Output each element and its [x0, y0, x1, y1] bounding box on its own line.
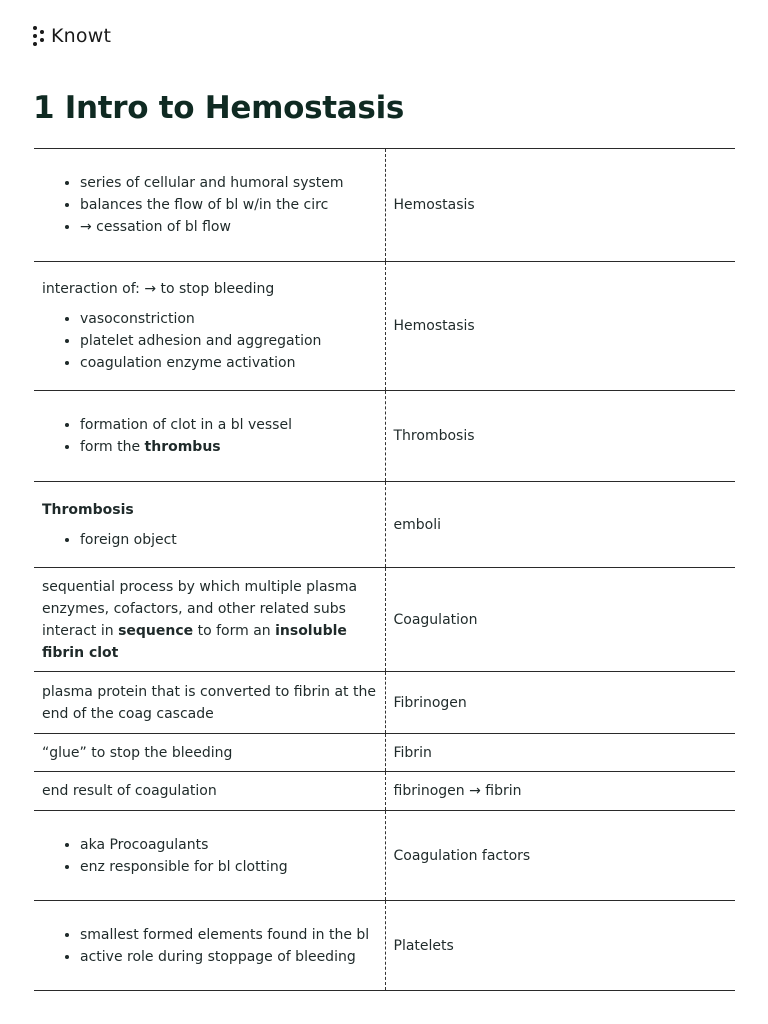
term-list [42, 924, 377, 968]
flashcard-row [34, 672, 735, 734]
term-text: to form an [193, 622, 276, 639]
bold-term: sequence [118, 622, 194, 639]
bold-term: thrombus [144, 439, 221, 455]
flashcard-row [34, 391, 735, 482]
definition-cell: Platelets [393, 937, 454, 954]
list-item: • series of cellular and humoral system [80, 172, 377, 194]
flashcard-row [34, 772, 735, 811]
definition-cell: Thrombosis [393, 428, 475, 444]
list-item: • smallest formed elements found in the bl [80, 924, 377, 946]
bold-term: insoluble fibrin clot [42, 622, 347, 661]
list-item: • → cessation of bl flow [80, 216, 377, 238]
flashcard-table [34, 148, 735, 991]
flashcard-row [34, 149, 735, 262]
definition-cell: Coagulation [393, 611, 478, 628]
list-item: • balances the flow of bl w/in the circ [80, 194, 377, 216]
term-cell: plasma protein that is converted to fibrin at the end of the coag cascade [34, 672, 385, 734]
definition-cell: fibrinogen → fibrin [393, 783, 522, 799]
list-item-text: form the [80, 439, 145, 455]
term-list [42, 834, 377, 878]
flashcard-row [34, 262, 735, 391]
flashcard-row [34, 482, 735, 568]
list-item: • active role during stoppage of bleeding [80, 946, 377, 968]
term-list [42, 414, 377, 458]
list-item: • enz responsible for bl clotting [80, 856, 377, 878]
list-item: • foreign object [80, 529, 377, 551]
term-cell [34, 901, 385, 991]
term-heading: Thrombosis [42, 501, 134, 518]
brand-name: Knowt [51, 25, 112, 47]
flashcard-row [34, 901, 735, 991]
term-cell: end result of coagulation [34, 772, 385, 811]
term-list [42, 529, 377, 551]
definition-cell: Hemostasis [393, 318, 475, 334]
term-cell: “glue” to stop the bleeding [34, 734, 385, 772]
definition-cell: Coagulation factors [393, 847, 531, 864]
term-cell [34, 262, 385, 391]
flashcard-row [34, 734, 735, 772]
term-cell [34, 391, 385, 482]
list-item: • coagulation enzyme activation [80, 352, 377, 374]
term-cell [34, 149, 385, 262]
knowt-logo [33, 25, 111, 47]
list-item: • formation of clot in a bl vessel [80, 414, 377, 436]
definition-cell: emboli [393, 516, 441, 533]
term-cell [34, 568, 385, 672]
flashcard-row [34, 811, 735, 901]
term-list [42, 308, 377, 374]
term-text: sequential process by which multiple plasma enzymes, cofactors, and other related subs interact in [42, 578, 358, 639]
page-title: 1 Intro to Hemostasis [33, 90, 405, 126]
list-item [80, 436, 377, 458]
flashcard-row [34, 568, 735, 672]
knowt-dots-icon [33, 25, 45, 47]
term-cell [34, 811, 385, 901]
definition-cell: Fibrinogen [393, 694, 467, 711]
definition-cell: Hemostasis [393, 197, 475, 213]
term-intro: interaction of: → to stop bleeding [42, 281, 275, 297]
list-item: • platelet adhesion and aggregation [80, 330, 377, 352]
list-item: • vasoconstriction [80, 308, 377, 330]
term-list [42, 172, 377, 238]
term-cell [34, 482, 385, 568]
list-item: • aka Procoagulants [80, 834, 377, 856]
definition-cell: Fibrin [393, 744, 432, 761]
